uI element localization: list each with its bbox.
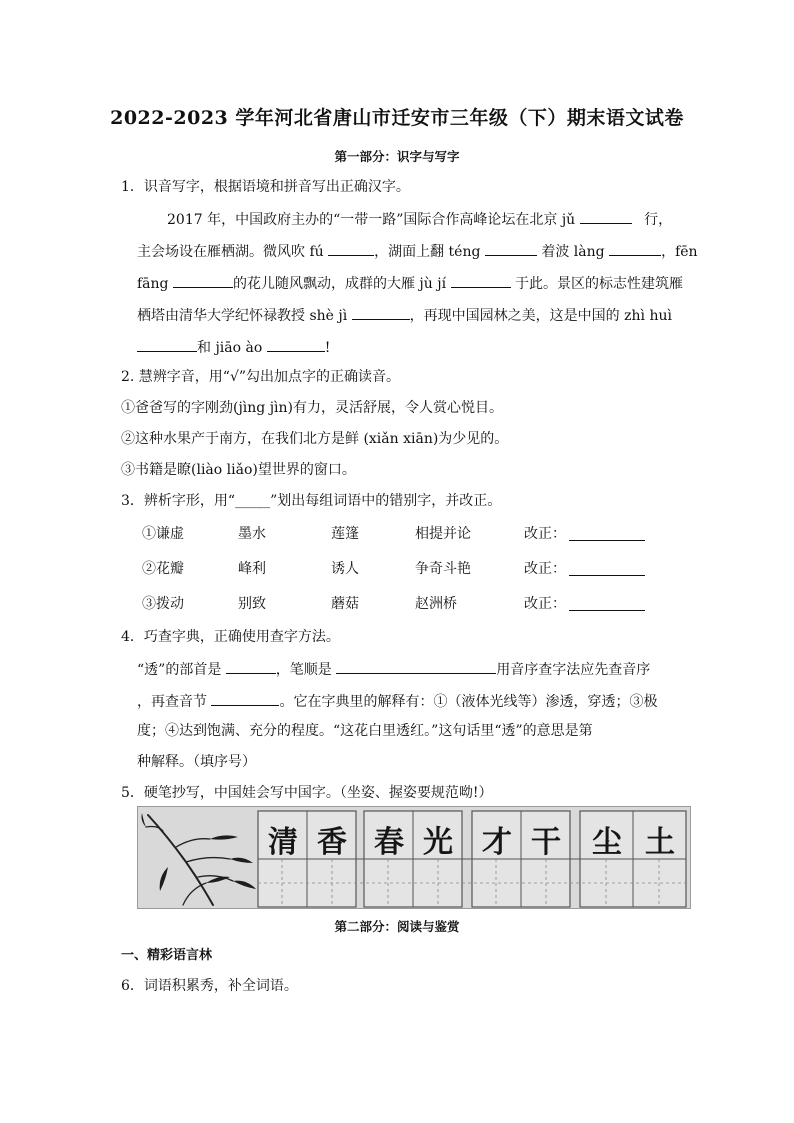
q1-passage-line-2: [137, 240, 698, 262]
q3-correct-label: 改正：: [524, 526, 566, 542]
q4-text: 。它在字典里的解释有：①（液体光线等）渗透，穿透；③极: [279, 694, 658, 710]
q1-passage-line-5: [137, 336, 330, 358]
q1-text: !: [324, 340, 331, 356]
q3-heading: 3．辨析字形，用“_____”划出每组词语中的错别字，并改正。: [121, 493, 502, 509]
answer-blank[interactable]: [267, 336, 325, 352]
q4-line-4: 种解释。（填序号）: [137, 754, 256, 770]
q3-row: [0, 523, 794, 543]
model-char: 才: [482, 825, 512, 860]
q1-passage-line-4: [137, 304, 672, 326]
answer-blank[interactable]: [485, 240, 537, 256]
q3-word[interactable]: ②花瓣: [142, 561, 184, 577]
q4-text: “透”的部首是: [137, 662, 222, 678]
q3-correct-label: 改正：: [524, 561, 566, 577]
model-char: 土: [645, 825, 675, 860]
answer-blank[interactable]: [352, 304, 410, 320]
q4-text: ，再查音节: [137, 694, 207, 710]
q2-item[interactable]: ②这种水果产于南方，在我们北方是鲜 (xiǎn xiān)为少见的。: [121, 431, 509, 447]
section-one-heading: 一、精彩语言林: [121, 948, 213, 963]
answer-blank[interactable]: [609, 240, 661, 256]
model-char: 干: [531, 825, 561, 860]
q4-heading: 4．巧查字典，正确使用查字方法。: [121, 629, 340, 645]
answer-blank[interactable]: [173, 272, 233, 288]
q3-correct-label: 改正：: [524, 596, 566, 612]
q4-line-3: 度；④达到饱满、充分的程度。“这花白里透红。”这句话里“透”的意思是第: [137, 723, 593, 739]
answer-blank[interactable]: [211, 690, 279, 706]
q1-text: 行，: [644, 212, 673, 228]
q2-item[interactable]: ③书籍是瞭(liào liǎo)望世界的窗口。: [121, 462, 356, 478]
model-char: 春: [374, 825, 404, 860]
q1-text: fāng: [137, 276, 169, 292]
part1-title: 第一部分：识字与写字: [334, 149, 460, 164]
q2-item[interactable]: ①爸爸写的字刚劲(jìng jìn)有力，灵活舒展，令人赏心悦目。: [121, 400, 504, 416]
answer-blank[interactable]: [328, 240, 374, 256]
answer-blank[interactable]: [137, 336, 197, 352]
q3-word[interactable]: ①谦虚: [142, 526, 184, 542]
model-char: 清: [268, 825, 298, 860]
model-char: 光: [423, 825, 453, 860]
correction-blank[interactable]: [569, 560, 645, 576]
q3-word[interactable]: 相提并论: [415, 526, 471, 542]
q4-line-2: [137, 690, 657, 712]
q2-heading: 2. 慧辨字音，用“√”勾出加点字的正确读音。: [121, 369, 401, 385]
q3-word[interactable]: 蘑菇: [331, 596, 359, 612]
answer-blank[interactable]: [451, 272, 511, 288]
q6-heading: 6．词语积累秀，补全词语。: [121, 978, 298, 994]
part2-title: 第二部分：阅读与鉴赏: [334, 919, 460, 934]
q3-word[interactable]: 诱人: [331, 561, 359, 577]
calligraphy-practice-image: [137, 806, 691, 909]
exam-title: 2022-2023 学年河北省唐山市迁安市三年级（下）期末语文试卷: [110, 107, 684, 129]
q3-word[interactable]: 莲篷: [331, 526, 359, 542]
model-char: 香: [317, 825, 347, 860]
answer-blank[interactable]: [580, 208, 632, 224]
q1-text: 和 jiāo ào: [197, 340, 263, 356]
q1-text: 于此。景区的标志性建筑雁: [514, 276, 683, 292]
q1-heading: 1．识音写字，根据语境和拼音写出正确汉字。: [121, 179, 410, 195]
q1-text: ，fēn: [661, 244, 698, 260]
q4-text: ，笔顺是: [275, 662, 332, 678]
q1-text: 的花儿随风飘动，成群的大雁 jù jí: [232, 276, 447, 292]
q1-text: 栖塔由清华大学纪怀禄教授 shè jì: [137, 308, 348, 324]
q5-heading: 5．硬笔抄写，中国娃会写中国字。（坐姿、握姿要规范呦!）: [121, 785, 493, 801]
q3-word[interactable]: 墨水: [238, 526, 266, 542]
q3-word[interactable]: 别致: [238, 596, 266, 612]
q1-text: ，湖面上翻 téng: [374, 244, 481, 260]
q1-text: 2017 年，中国政府主办的“一带一路”国际合作高峰论坛在北京 jǔ: [167, 212, 576, 228]
q3-row: [0, 593, 794, 613]
correction-blank[interactable]: [569, 525, 645, 541]
q4-text: 用音序查字法应先查音序: [496, 662, 651, 678]
q1-passage-line-1: [167, 208, 672, 230]
q1-text: 主会场设在雁栖湖。微风吹 fú: [137, 244, 324, 260]
q3-word[interactable]: 峰利: [238, 561, 266, 577]
q3-word[interactable]: ③拨动: [142, 596, 184, 612]
q1-passage-line-3: [137, 272, 683, 294]
q1-text: 着波 làng: [541, 244, 605, 260]
q1-text: ，再现中国园林之美，这是中国的 zhì huì: [409, 308, 672, 324]
answer-blank[interactable]: [336, 658, 496, 674]
bamboo-icon: [146, 815, 233, 905]
answer-blank[interactable]: [226, 658, 276, 674]
q3-row: [0, 558, 794, 578]
correction-blank[interactable]: [569, 595, 645, 611]
model-char: 尘: [592, 825, 622, 860]
q3-word[interactable]: 赵洲桥: [415, 596, 457, 612]
q3-word[interactable]: 争奇斗艳: [415, 561, 471, 577]
q4-line-1: [137, 658, 650, 680]
